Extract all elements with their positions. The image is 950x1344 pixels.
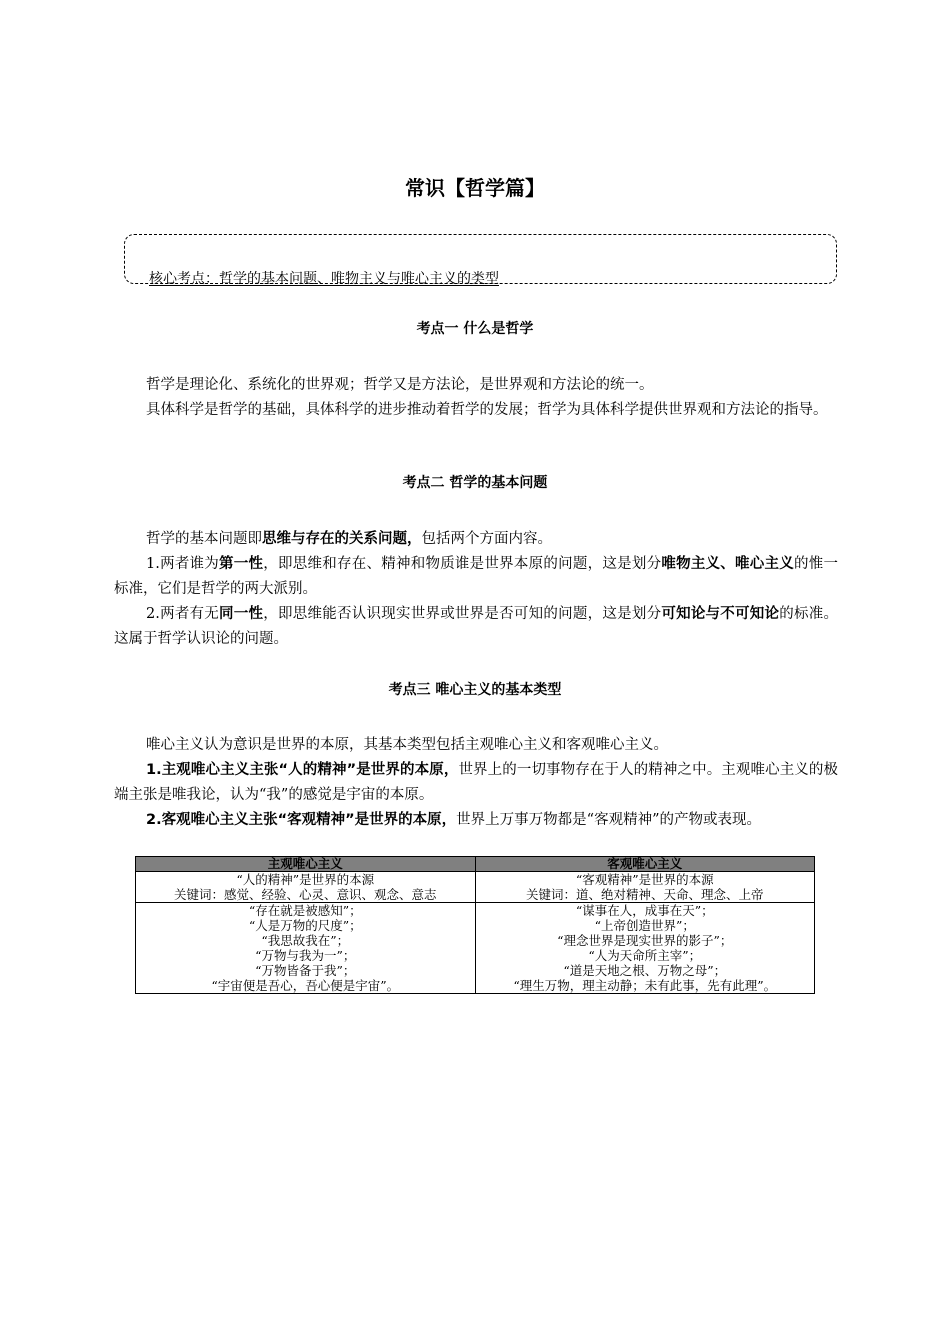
core-points-text: 核心考点：哲学的基本问题、唯物主义与唯心主义的类型 <box>149 271 499 287</box>
section3-para-3: 2.客观唯心主义主张“客观精神”是世界的本原，世界上万事万物都是“客观精神”的产物或表现。 <box>146 812 761 828</box>
table-cell <box>475 872 815 903</box>
section-heading-2: 考点二 哲学的基本问题 <box>402 475 548 491</box>
cell-line: “谋事在人，成事在天”； <box>575 903 714 918</box>
table-header-subjective: 主观唯心主义 <box>136 857 476 872</box>
table-cell <box>475 903 815 994</box>
cell-line: “人的精神”是世界的本源 <box>236 872 375 887</box>
cell-line: “存在就是被感知”； <box>248 903 362 918</box>
cell-line: “理生万物，理主动静；未有此事，先有此理”。 <box>513 978 777 993</box>
table-row <box>136 872 815 903</box>
cell-line: “人是万物的尺度”； <box>248 918 362 933</box>
section3-para-2: 1.主观唯心主义主张“人的精神”是世界的本原，世界上的一切事物存在于人的精神之中。主观唯心主义的极端主张是唯我论，认为“我”的感觉是宇宙的本原。 <box>114 762 839 803</box>
section1-para-2: 具体科学是哲学的基础，具体科学的进步推动着哲学的发展；哲学为具体科学提供世界观和方法论的指导。 <box>146 402 828 418</box>
table-cell <box>136 872 476 903</box>
idealism-comparison-table <box>135 856 815 994</box>
table-cell <box>136 903 476 994</box>
cell-line: “万物皆备于我”； <box>255 963 356 978</box>
cell-line: “人为天命所主宰”； <box>588 948 702 963</box>
section2-para-3: 2.两者有无同一性，即思维能否认识现实世界或世界是否可知的问题，这是划分可知论与不可知论的标准。这属于哲学认识论的问题。 <box>114 606 839 647</box>
section-heading-1: 考点一 什么是哲学 <box>416 321 534 337</box>
section2-para-2: 1.两者谁为第一性，即思维和存在、精神和物质谁是世界本原的问题，这是划分唯物主义、唯心主义的惟一标准，它们是哲学的两大派别。 <box>114 556 839 597</box>
cell-line: “客观精神”是世界的本源 <box>575 872 714 887</box>
table-header-row <box>136 857 815 872</box>
cell-line: “理念世界是现实世界的影子”； <box>557 933 733 948</box>
page-title: 常识【哲学篇】 <box>405 176 545 200</box>
cell-line: “我思故我在”； <box>261 933 350 948</box>
cell-line: “上帝创造世界”； <box>594 918 695 933</box>
cell-line: “万物与我为一”； <box>255 948 356 963</box>
cell-line: 关键词：道、绝对精神、天命、理念、上帝 <box>525 887 764 902</box>
section2-para-1: 哲学的基本问题即思维与存在的关系问题，包括两个方面内容。 <box>146 531 552 547</box>
section1-para-1: 哲学是理论化、系统化的世界观；哲学又是方法论，是世界观和方法论的统一。 <box>146 377 654 393</box>
cell-line: “宇宙便是吾心，吾心便是宇宙”。 <box>211 978 400 993</box>
table-header-objective: 客观唯心主义 <box>475 857 815 872</box>
section-heading-3: 考点三 唯心主义的基本类型 <box>388 682 562 698</box>
section3-para-1: 唯心主义认为意识是世界的本原，其基本类型包括主观唯心主义和客观唯心主义。 <box>146 737 668 753</box>
core-points-box <box>124 234 837 287</box>
cell-line: “道是天地之根、万物之母”； <box>563 963 727 978</box>
table-row <box>136 903 815 994</box>
cell-line: 关键词：感觉、经验、心灵、意识、观念、意志 <box>173 887 437 902</box>
